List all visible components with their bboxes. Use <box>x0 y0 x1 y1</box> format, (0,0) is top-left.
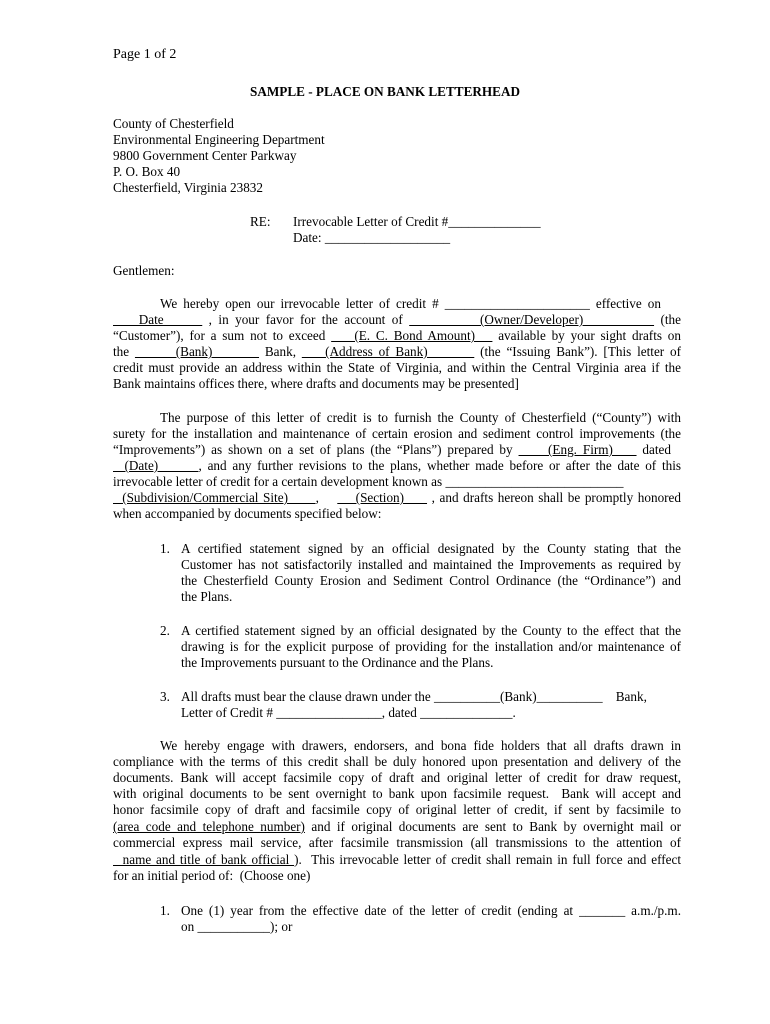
paragraph-line: surety for the installation and maintenance of certain erosion and sediment control improvements (the <box>113 426 681 441</box>
paragraph-line: with original documents to be sent overnight to bank upon facsimile request. Bank will accept and <box>113 786 681 801</box>
text-run: the <box>113 344 135 359</box>
paragraph-line <box>113 819 681 835</box>
text-run: dated <box>636 442 671 457</box>
re-date-blank: ___________________ <box>324 230 451 245</box>
development-name-blank: ___________________________ <box>445 474 624 489</box>
list-item-line <box>181 903 681 919</box>
text-run: One (1) year from the effective date of the letter of credit (ending at <box>181 903 580 918</box>
paragraph-line <box>113 328 681 344</box>
text-run: and if original documents are sent to Bank by overnight mail or <box>304 819 681 834</box>
re-date-label: Date: <box>293 230 325 245</box>
text-run: irrevocable letter of credit for a certain development known as <box>113 474 446 489</box>
text-run: All drafts must bear the clause drawn under the <box>181 689 435 704</box>
re-line-letter-of-credit <box>293 214 541 230</box>
text-run: . <box>512 705 516 720</box>
paragraph-line: The purpose of this letter of credit is to furnish the County of Chesterfield (“County”) with <box>160 410 681 425</box>
text-run: ); or <box>270 919 293 934</box>
text-run: Letter of Credit # <box>181 705 277 720</box>
owner-developer-placeholder: (Owner/Developer) <box>409 312 655 327</box>
list-item-line: Customer has not satisfactorily installed and maintained the Improvements as required by <box>181 557 681 572</box>
paragraph-line <box>113 312 681 328</box>
paragraph-line <box>113 490 681 506</box>
paragraph-line: documents. Bank will accept facsimile copy of draft and original letter of credit for draw request, <box>113 770 681 785</box>
list-item-line: A certified statement signed by an official designated by the County to the effect that the <box>181 623 681 638</box>
date-placeholder: Date <box>113 312 203 327</box>
re-letter-of-credit-label: Irrevocable Letter of Credit # <box>293 214 449 229</box>
text-run: (the “Issuing Bank”). [This letter of <box>474 344 682 359</box>
paragraph-line: compliance with the terms of this credit shall be duly honored upon presentation and delivery of the <box>113 754 681 769</box>
text-run: a.m./p.m. <box>625 903 681 918</box>
paragraph-line: We hereby engage with drawers, endorsers, and bona fide holders that all drafts drawn in <box>160 738 681 753</box>
text-run: “Customer”), for a sum not to exceed <box>113 328 332 343</box>
text-run: We hereby open our irrevocable letter of credit # <box>160 296 445 311</box>
text-run: Bank, <box>602 689 647 704</box>
address-line: P. O. Box 40 <box>113 164 181 179</box>
document-title: SAMPLE - PLACE ON BANK LETTERHEAD <box>249 84 520 99</box>
text-run: , dated <box>381 705 421 720</box>
paragraph-line: credit must provide an address within the State of Virginia, and within the Central Virginia area if the <box>113 360 681 375</box>
list-item-line <box>181 689 647 705</box>
text-run: , and any further revisions to the plans, whether made before or after the date of this <box>198 458 681 473</box>
bank-name-blank: __________(Bank)__________ <box>434 689 603 704</box>
list-item-number: 1. <box>160 541 170 556</box>
dated-blank: ______________ <box>420 705 513 720</box>
list-item-line: the Improvements pursuant to the Ordinance and the Plans. <box>181 655 494 670</box>
salutation: Gentlemen: <box>113 263 175 278</box>
subdivision-placeholder: (Subdivision/Commercial Site) <box>113 490 316 505</box>
list-item-line: the Chesterfield County Erosion and Sediment Control Ordinance (the “Ordinance”) and <box>181 573 681 588</box>
address-line: County of Chesterfield <box>113 116 234 131</box>
engineering-firm-placeholder: (Eng. Firm) <box>518 442 637 457</box>
time-blank: _______ <box>579 903 626 918</box>
text-run: , <box>315 490 338 505</box>
paragraph-line: Bank maintains offices there, where drafts and documents may be presented] <box>113 376 519 391</box>
plans-date-placeholder: (Date) <box>113 458 199 473</box>
fax-number-placeholder: (area code and telephone number) <box>113 819 305 834</box>
text-run: “Improvements”) as shown on a set of plans (the “Plans”) prepared by <box>113 442 519 457</box>
address-line: Chesterfield, Virginia 23832 <box>113 180 263 195</box>
list-item-number: 1. <box>160 903 170 918</box>
bond-amount-placeholder: (E. C. Bond Amount) <box>331 328 493 343</box>
re-line-date <box>293 230 450 246</box>
paragraph-line <box>113 344 681 360</box>
paragraph-line <box>113 474 624 490</box>
letter-of-credit-number-blank: ______________________ <box>444 296 590 311</box>
paragraph-line <box>160 296 661 312</box>
bank-address-placeholder: (Address of Bank) <box>301 344 475 359</box>
bank-placeholder: (Bank) <box>134 344 260 359</box>
list-item-number: 2. <box>160 623 170 638</box>
letter-of-credit-number-blank: ________________ <box>276 705 382 720</box>
paragraph-line: honor facsimile copy of draft and facsimile copy of original letter of credit, if sent by facsimile to <box>113 802 681 817</box>
list-item-line: the Plans. <box>181 589 233 604</box>
text-run: , and drafts hereon shall be promptly honored <box>427 490 681 505</box>
end-date-blank: ___________ <box>197 919 271 934</box>
list-item-line <box>181 705 516 721</box>
bank-official-placeholder: name and title of bank official <box>113 852 295 867</box>
letter-of-credit-number-blank: ______________ <box>448 214 541 229</box>
paragraph-line: commercial express mail service, after facsimile transmission (all transmissions to the attention of <box>113 835 681 850</box>
text-run: on <box>181 919 198 934</box>
re-label: RE: <box>250 214 271 229</box>
page-label: Page 1 of 2 <box>113 47 177 62</box>
text-run: ). This irrevocable letter of credit shall remain in full force and effect <box>294 852 681 867</box>
address-line: 9800 Government Center Parkway <box>113 148 297 163</box>
list-item-line: drawing is for the explicit purpose of providing for the installation and/or maintenance of <box>181 639 681 654</box>
paragraph-line <box>113 852 681 868</box>
paragraph-line <box>113 458 681 474</box>
address-line: Environmental Engineering Department <box>113 132 325 147</box>
paragraph-line: for an initial period of: (Choose one) <box>113 868 311 883</box>
paragraph-line <box>113 442 671 458</box>
text-run: (the <box>654 312 681 327</box>
text-run: available by your sight drafts on <box>492 328 681 343</box>
section-placeholder: (Section) <box>337 490 428 505</box>
text-run: Bank, <box>259 344 302 359</box>
list-item-number: 3. <box>160 689 170 704</box>
text-run: effective on <box>589 296 661 311</box>
list-item-line: A certified statement signed by an official designated by the County stating that the <box>181 541 681 556</box>
text-run: , in your favor for the account of <box>202 312 410 327</box>
list-item-line <box>181 919 292 935</box>
paragraph-line: when accompanied by documents specified below: <box>113 506 382 521</box>
